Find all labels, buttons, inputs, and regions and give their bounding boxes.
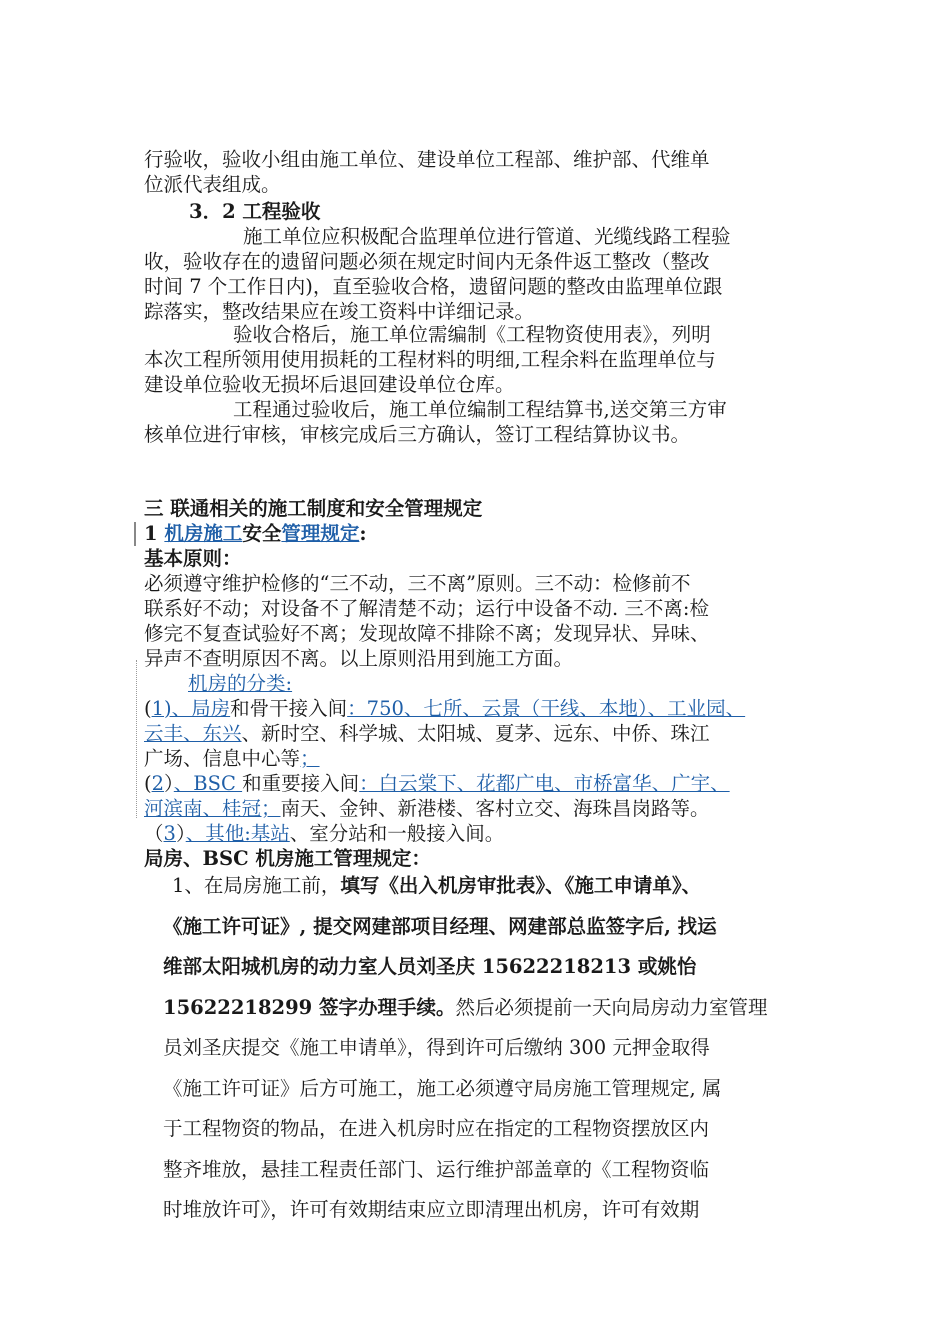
text-line: 必须遵守维护检修的“三不动，三不离”原则。三不动：检修前不	[144, 572, 691, 595]
paragraph-material-usage	[144, 322, 814, 397]
paragraph-acceptance-group	[144, 147, 814, 197]
link-backbone-sites[interactable]: ：750、七所、云景（干线、本地）、工业园、	[347, 697, 746, 720]
text-line: 本次工程所领用使用损耗的工程材料的明细,工程余料在监理单位与	[144, 348, 716, 371]
revision-marker	[134, 522, 136, 546]
link-room-construction[interactable]: 机房施工	[164, 522, 243, 545]
revision-guide	[136, 660, 138, 818]
link-important-sites-2[interactable]: 河滨南、桂冠；	[144, 797, 281, 820]
link-item-2-number[interactable]: 2	[151, 772, 165, 795]
link-item-3-number[interactable]: 3	[163, 822, 176, 845]
subheading-number: 1	[144, 522, 165, 545]
basic-principles	[144, 546, 814, 671]
text-line: 《施工许可证》, 提交网建部项目经理、网建部总监签字后, 找运	[163, 914, 717, 938]
text-line: 建设单位验收无损坏后退回建设单位仓库。	[144, 373, 515, 396]
text-line: 整齐堆放，悬挂工程责任部门、运行维护部盖章的《工程物资临	[163, 1157, 710, 1181]
text-line: 位派代表组成。	[144, 173, 281, 196]
link-semicolon[interactable]: ；	[300, 747, 320, 770]
link-room-classification[interactable]: 机房的分类:	[188, 672, 293, 695]
central-office-rules-body: 1、在局房施工前，填写《出入机房审批表》、《施工申请单》、 《施工许可证》, 提交网建部项目经理、网建部总监签字后, 找运 维部太阳城机房的动力室人员刘圣庆 15622218213 或姚怡 15622218299 签字办理手续。然后必须提前一天向局房动力室管理 员刘圣庆提交《施工申请单》，得到许可后缴纳 300 元押金取得 《施工许可证》后方可施工，施工必须遵守局房施工管理规定, 属 于工程物资的物品，在进入机房时应在指定的工程物资摆放区内 整齐堆放，悬挂工程责任部门、运行维护部盖章的《工程物资临 时堆放许可》，许可有效期结束应立即清理出机房，许可有效期	[163, 866, 814, 1231]
text-line: 时间 7 个工作日内)，直至验收合格，遗留问题的整改由监理单位跟	[144, 275, 723, 298]
text-line: 异声不查明原因不离。以上原则沿用到施工方面。	[144, 647, 574, 670]
link-important-sites[interactable]: ：白云棠下、花都广电、市桥富华、广宇、	[359, 772, 730, 795]
text-line: 员刘圣庆提交《施工申请单》，得到许可后缴纳 300 元押金取得	[163, 1036, 710, 1059]
subheading-room-safety	[144, 521, 814, 546]
text-line: 维部太阳城机房的动力室人员刘圣庆 15622218213 或姚怡	[163, 955, 697, 978]
text-line: 联系好不动；对设备不了解清楚不动；运行中设备不动. 三不离:检	[144, 597, 709, 620]
text-line: 施工单位应积极配合监理单位进行管道、光缆线路工程验	[243, 225, 731, 248]
basic-principles-heading: 基本原则：	[144, 547, 242, 570]
text-line: 收，验收存在的遗留问题必须在规定时间内无条件返工整改（整改	[144, 250, 710, 273]
text-line: 《施工许可证》后方可施工，施工必须遵守局房施工管理规定, 属	[163, 1076, 722, 1100]
link-backbone-sites-2[interactable]: 云丰、东兴	[144, 722, 242, 745]
room-classification: 机房的分类: (1)、局房和骨干接入间：750、七所、云景（干线、本地）、工业园、 云丰、东兴、新时空、科学城、太阳城、夏茅、远东、中侨、珠江 广场、信息中心等； (2）、BSC 和重要接入间：白云棠下、花都广电、市桥富华、广宇、 河滨南、桂冠；南天、金钟、新港楼、客村立交、海珠昌岗路等。 （3）、其他:基站、室分站和一般接入间。	[144, 671, 814, 846]
section-title-3: 三 联通相关的施工制度和安全管理规定	[144, 497, 483, 520]
text-line: 核单位进行审核，审核完成后三方确认，签订工程结算协议书。	[144, 423, 691, 446]
link-other-base-station[interactable]: 、其他:基站	[185, 822, 290, 845]
text-line: 验收合格后，施工单位需编制《工程物资使用表》，列明	[233, 323, 711, 346]
text-line: 修完不复查试验好不离；发现故障不排除不离；发现异状、异味、	[144, 622, 710, 645]
link-management-rules[interactable]: 管理规定	[281, 522, 360, 545]
subheading-text: 安全	[242, 522, 282, 545]
classification-item-1: (1)、局房和骨干接入间：750、七所、云景（干线、本地）、工业园、	[144, 697, 746, 720]
text-line: 时堆放许可》，许可有效期结束应立即清理出机房，许可有效期	[163, 1198, 700, 1221]
text-line: 于工程物资的物品，在进入机房时应在指定的工程物资摆放区内	[163, 1117, 710, 1140]
text-line: 踪落实，整改结果应在竣工资料中详细记录。	[144, 300, 535, 323]
link-bsc[interactable]: 、BSC	[173, 772, 243, 795]
link-item-1-number[interactable]: 1	[151, 697, 165, 720]
classification-item-2: (2）、BSC 和重要接入间：白云棠下、花都广电、市桥富华、广宇、	[144, 772, 730, 795]
central-office-rules-heading: 局房、BSC 机房施工管理规定：	[144, 847, 431, 870]
text-line: 工程通过验收后，施工单位编制工程结算书,送交第三方审	[233, 398, 727, 421]
section-heading-3-2: 3．2 工程验收	[189, 200, 321, 223]
link-central-office[interactable]: )、局房	[164, 697, 231, 720]
paragraph-settlement	[144, 397, 814, 447]
text-line: 行验收，验收小组由施工单位、建设单位工程部、维护部、代维单	[144, 148, 710, 171]
paragraph-project-acceptance	[144, 224, 814, 324]
subheading-colon: :	[359, 522, 367, 545]
classification-item-3: （3）、其他:基站、室分站和一般接入间。	[144, 822, 505, 845]
